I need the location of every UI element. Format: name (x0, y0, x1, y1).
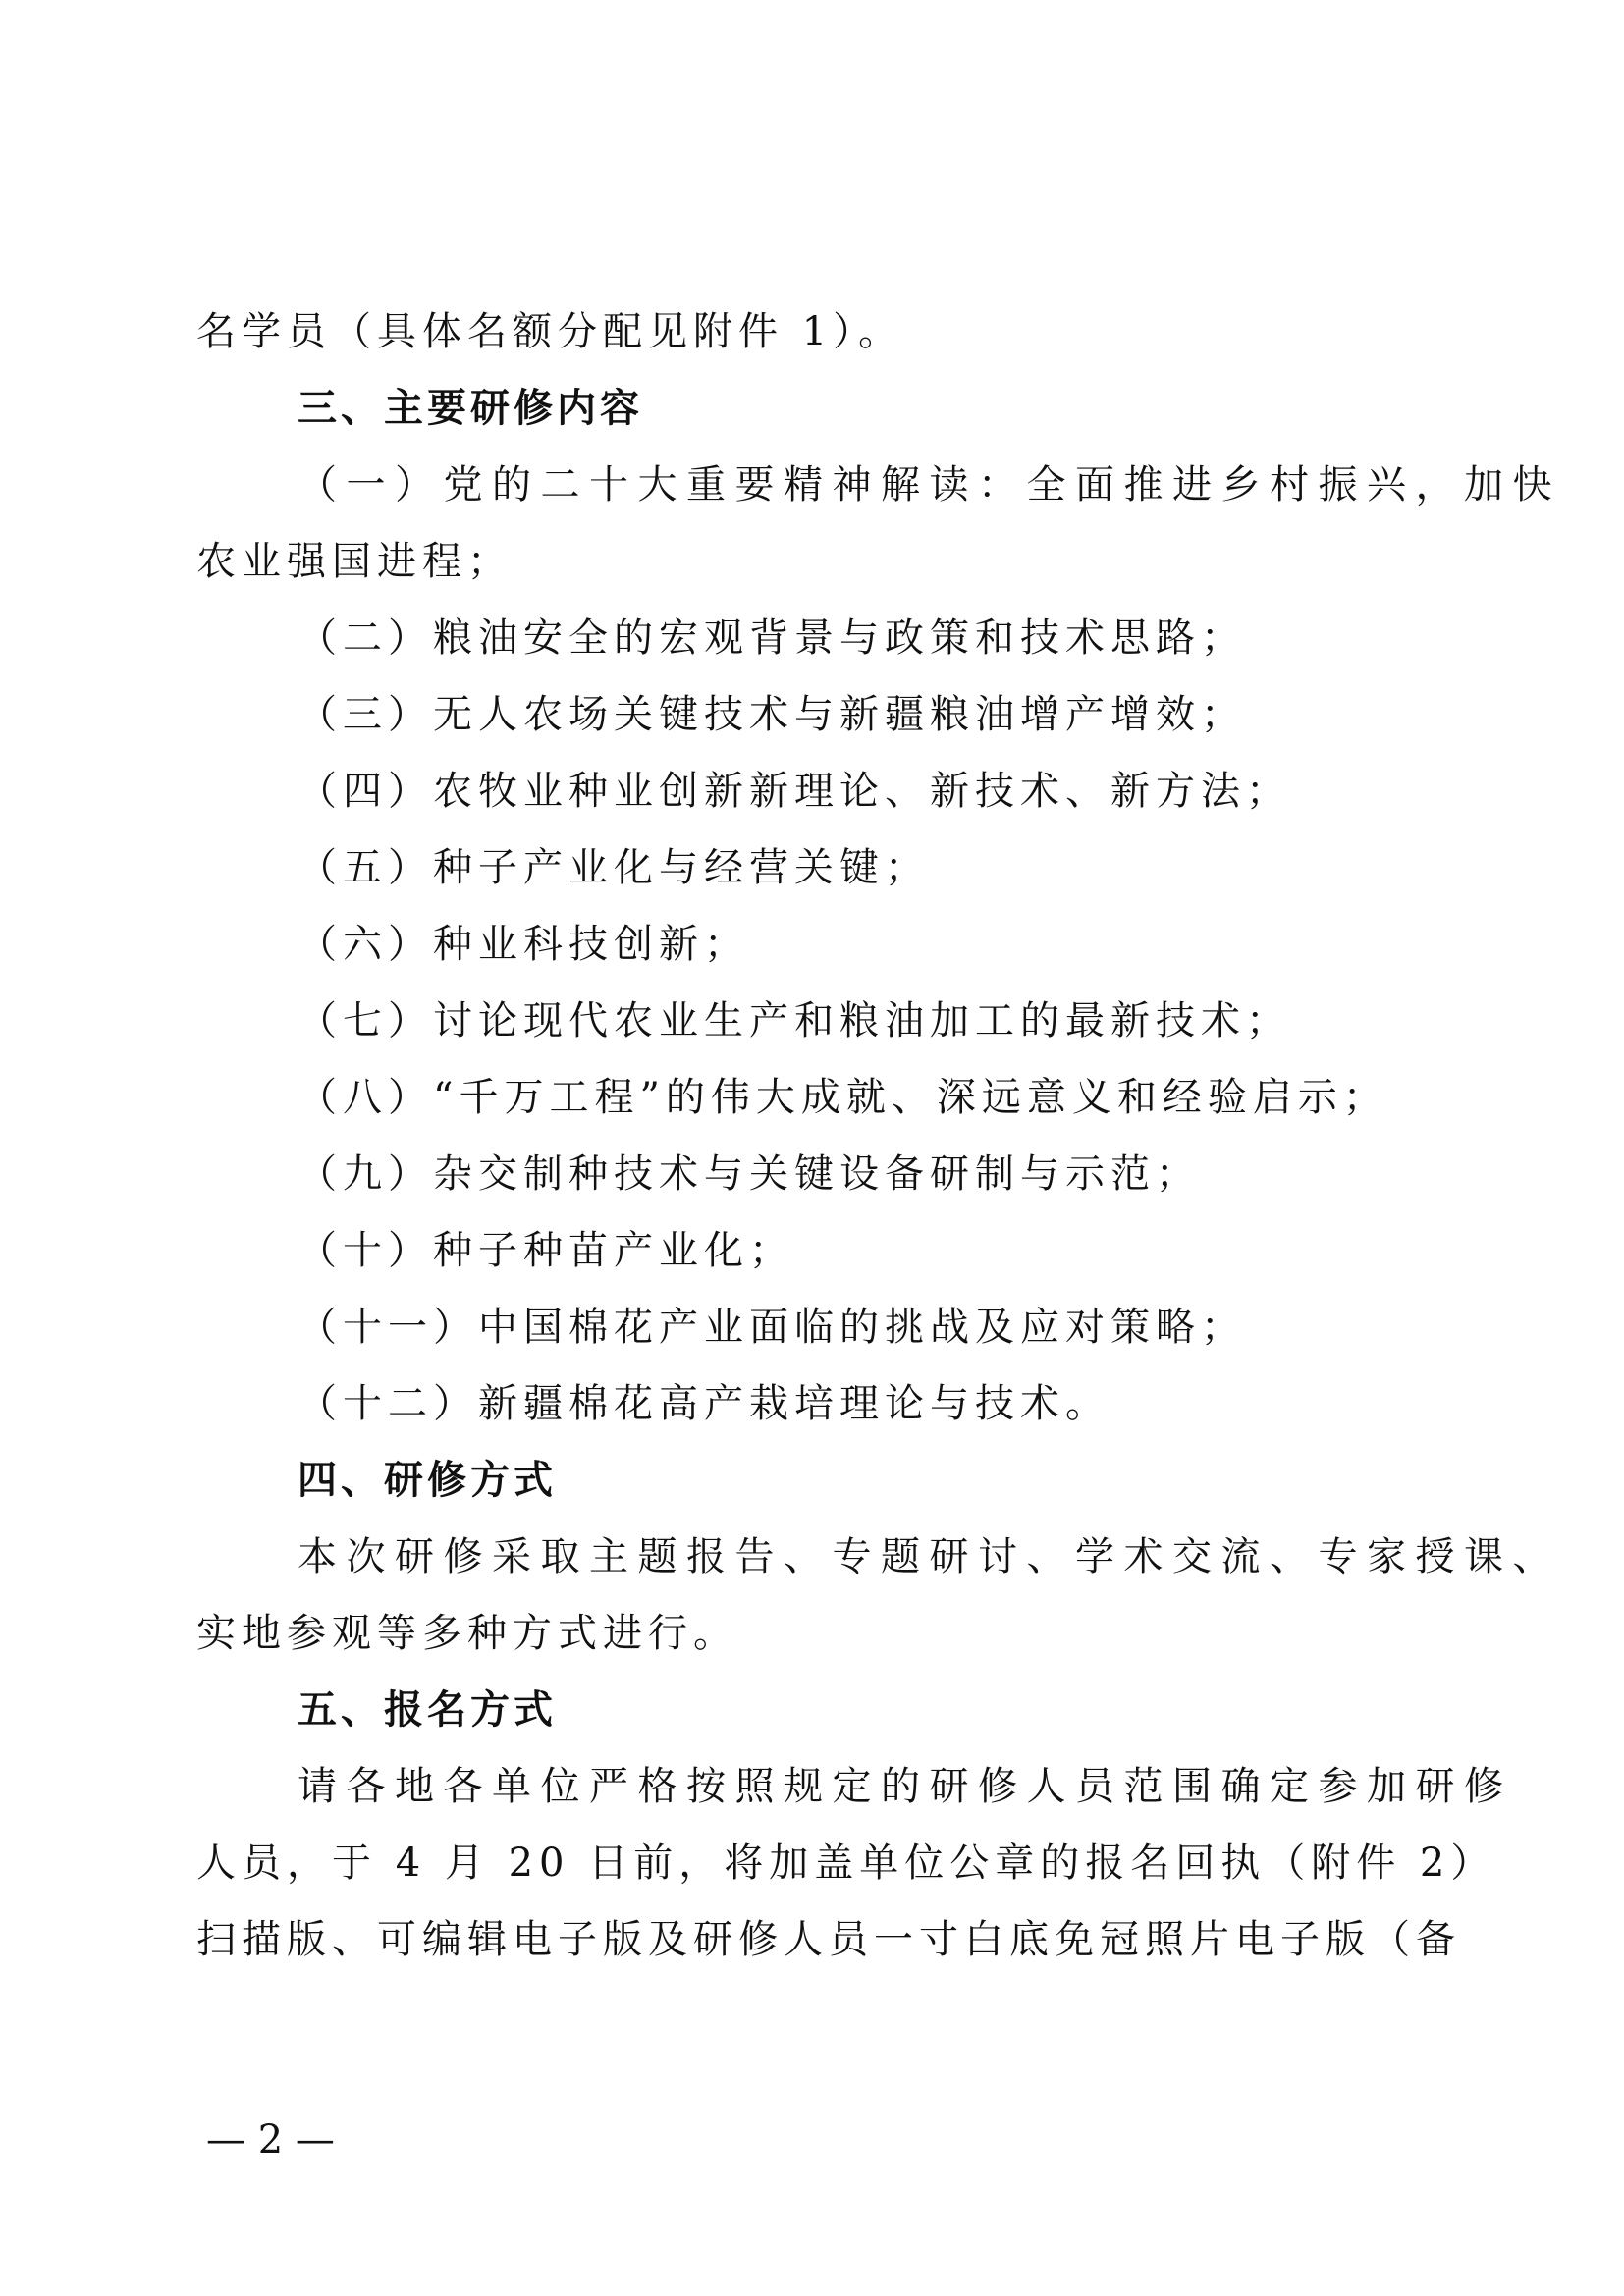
page-number: — 2 — (206, 2117, 335, 2163)
body-text-line: 人员，于 4 月 20 日前，将加盖单位公章的报名回执（附件 2） (196, 1841, 1496, 1886)
body-text-line: 名学员（具体名额分配见附件 1）。 (196, 309, 904, 354)
list-item-7: （七）讨论现代农业生产和粮油加工的最新技术； (298, 998, 1291, 1043)
section-heading-4: 四、研修方式 (298, 1458, 557, 1503)
list-item-4: （四）农牧业种业创新新理论、新技术、新方法； (298, 769, 1291, 814)
list-item-6: （六）种业科技创新； (298, 922, 749, 967)
section-heading-5: 五、报名方式 (298, 1687, 557, 1733)
list-item-10: （十）种子种苗产业化； (298, 1228, 794, 1273)
list-item-3: （三）无人农场关键技术与新疆粮油增产增效； (298, 692, 1246, 737)
list-item-9: （九）杂交制种技术与关键设备研制与示范； (298, 1151, 1201, 1197)
list-item-2: （二）粮油安全的宏观背景与政策和技术思路； (298, 615, 1246, 661)
body-text-line: 实地参观等多种方式进行。 (196, 1611, 738, 1656)
list-item-5: （五）种子产业化与经营关键； (298, 845, 930, 890)
body-text-line: 扫描版、可编辑电子版及研修人员一寸白底免冠照片电子版（备 (196, 1917, 1461, 1962)
list-item-11: （十一）中国棉花产业面临的挑战及应对策略； (298, 1305, 1246, 1350)
list-item-1: （一）党的二十大重要精神解读：全面推进乡村振兴，加快 (298, 462, 1561, 507)
list-item-1-continuation: 农业强国进程； (196, 539, 513, 584)
section-heading-3: 三、主要研修内容 (298, 386, 643, 431)
list-item-12: （十二）新疆棉花高产栽培理论与技术。 (298, 1381, 1110, 1426)
body-text-line: 请各地各单位严格按照规定的研修人员范围确定参加研修 (298, 1764, 1513, 1809)
list-item-8: （八）“千万工程”的伟大成就、深远意义和经验启示； (298, 1075, 1388, 1120)
body-text-line: 本次研修采取主题报告、专题研讨、学术交流、专家授课、 (298, 1534, 1561, 1579)
